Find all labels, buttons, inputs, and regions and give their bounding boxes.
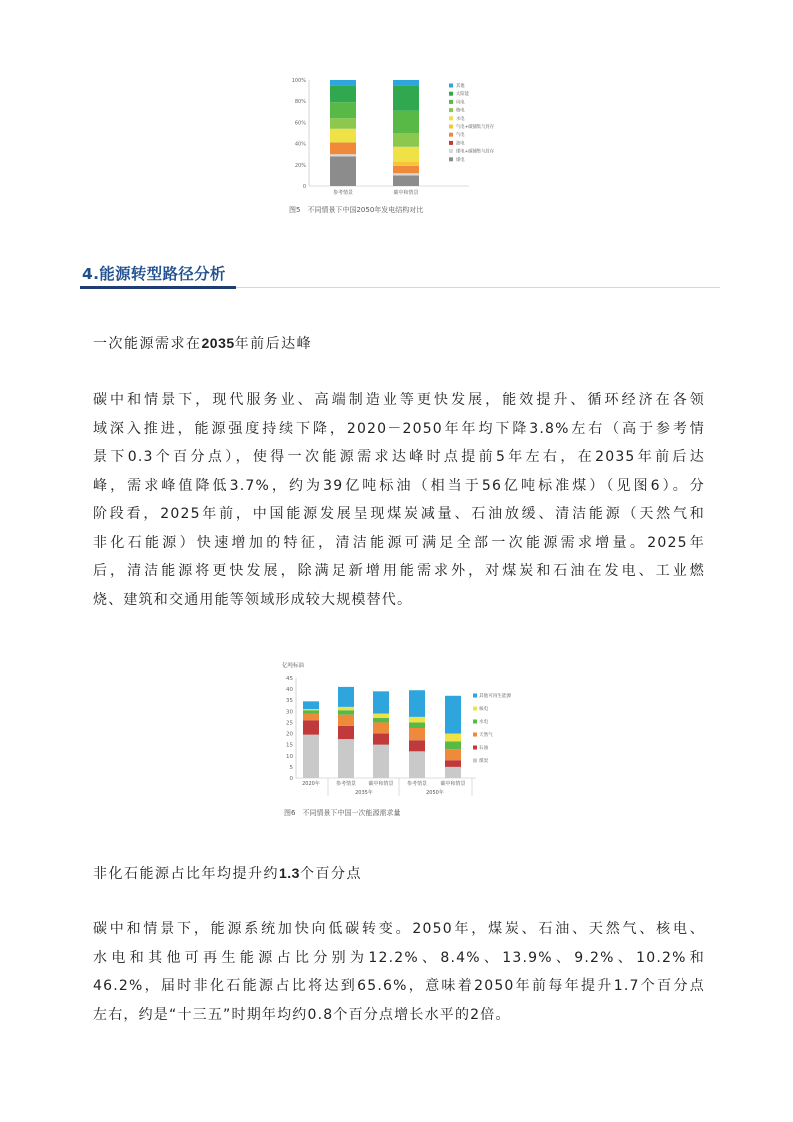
- legend-swatch: [473, 746, 477, 750]
- legend-swatch: [473, 733, 477, 737]
- legend-label: 气电: [456, 133, 465, 139]
- bar-segment: [338, 726, 354, 739]
- bar-segment: [330, 85, 356, 102]
- x-tick-label: 碳中和情景: [368, 781, 394, 787]
- legend-swatch: [449, 84, 453, 88]
- paragraph-line: 46.2%，届时非化石能源占比将达到65.6%，意味着2050年前每年提升1.7个百分点: [93, 978, 705, 994]
- legend-label: 煤电: [456, 157, 465, 163]
- legend-label: 水电: [479, 720, 489, 725]
- bar-segment: [338, 710, 354, 714]
- legend-label: 核电: [456, 108, 465, 114]
- group-label: 2035年: [355, 790, 373, 796]
- bar-segment: [393, 85, 419, 110]
- y-axis-unit: 亿吨标油: [282, 663, 305, 669]
- paragraph-low-carbon: [93, 915, 705, 1029]
- x-tick-label: 碳中和情景: [393, 190, 419, 196]
- bar-segment: [373, 718, 389, 722]
- legend-label: 煤电+碳捕集与封存: [456, 149, 494, 155]
- y-tick-label: 45: [286, 676, 293, 682]
- bar-segment: [330, 143, 356, 155]
- legend-swatch: [449, 108, 453, 112]
- legend-label: 风电: [456, 100, 465, 106]
- bar-segment: [338, 687, 354, 707]
- bar-segment: [373, 691, 389, 713]
- x-tick-label: 碳中和情景: [440, 781, 466, 787]
- figure-5: [283, 72, 513, 217]
- y-tick-label: 0: [289, 776, 293, 782]
- bar-segment: [445, 760, 461, 767]
- x-tick-label: 参考情景: [406, 781, 428, 787]
- y-tick-label: 35: [286, 698, 293, 705]
- bar-segment: [393, 166, 419, 173]
- bar-segment: [409, 728, 425, 740]
- legend-label: 其他: [456, 84, 465, 89]
- section-divider-accent: [80, 286, 236, 289]
- y-tick-label: 25: [286, 720, 293, 727]
- legend-swatch: [449, 116, 453, 120]
- figure-5-chart: [283, 72, 513, 217]
- x-tick-label: 参考情景: [332, 190, 354, 196]
- section-title: 4.能源转型路径分析: [82, 265, 226, 283]
- legend-swatch: [449, 100, 453, 104]
- legend-label: 水电: [456, 116, 465, 122]
- bar-segment: [338, 715, 354, 726]
- legend-swatch: [473, 694, 477, 698]
- bar-segment: [330, 156, 356, 186]
- paragraph-line: 左右，约是“十三五”时期年均约0.8个百分点增长水平的2倍。: [93, 1006, 511, 1023]
- legend-label: 石油: [479, 746, 489, 751]
- bar-segment: [303, 710, 319, 713]
- y-tick-label: 0: [302, 184, 306, 190]
- y-tick-label: 100%: [291, 78, 306, 84]
- bar-segment: [393, 175, 419, 186]
- subheading-text: 一次能源需求在: [93, 336, 202, 352]
- y-tick-label: 20%: [294, 162, 306, 169]
- bar-segment: [330, 129, 356, 143]
- bar-segment: [445, 734, 461, 742]
- legend-label: 其他可再生能源: [479, 694, 512, 699]
- legend-swatch: [449, 125, 453, 129]
- legend-swatch: [473, 720, 477, 724]
- y-tick-label: 40%: [294, 141, 306, 148]
- bar-segment: [393, 111, 419, 133]
- y-tick-label: 40: [286, 687, 293, 694]
- legend-swatch: [473, 759, 477, 763]
- bar-segment: [445, 749, 461, 760]
- bar-segment: [373, 722, 389, 733]
- y-tick-label: 15: [286, 742, 293, 749]
- bar-segment: [393, 147, 419, 162]
- legend-swatch: [449, 157, 453, 161]
- y-tick-label: 5: [289, 764, 293, 771]
- paragraph-line: 碳中和情景下，现代服务业、高端制造业等更快发展，能效提升、循环经济在各领: [93, 392, 705, 408]
- paragraph-line: 碳中和情景下，能源系统加快向低碳转变。2050年，煤炭、石油、天然气、核电、: [93, 921, 705, 937]
- y-tick-label: 20: [286, 731, 293, 738]
- bar-segment: [373, 714, 389, 718]
- section-heading: [80, 256, 720, 290]
- bar-segment: [409, 690, 425, 717]
- legend-swatch: [449, 92, 453, 96]
- bar-segment: [409, 740, 425, 751]
- y-tick-label: 60%: [294, 120, 306, 127]
- bar-segment: [303, 735, 319, 778]
- subheading-text: 非化石能源占比年均提升约: [93, 866, 279, 882]
- bar-segment: [330, 102, 356, 118]
- bar-segment: [393, 133, 419, 147]
- figure-6-caption: 图6 不同情景下中国一次能源需求量: [284, 809, 401, 817]
- paragraph-line: 水电和其他可再生能源占比分别为12.2%、8.4%、13.9%、9.2%、10.2%和: [93, 949, 705, 966]
- bar-segment: [338, 739, 354, 778]
- legend-label: 天然气: [479, 733, 493, 738]
- legend-swatch: [449, 141, 453, 145]
- bar-segment: [373, 745, 389, 778]
- bar-segment: [330, 154, 356, 156]
- bar-segment: [445, 696, 461, 734]
- paragraph-line: 阶段看，2025年前，中国能源发展呈现煤炭减量、石油放缓、清洁能源（天然气和: [93, 506, 705, 522]
- bar-segment: [330, 80, 356, 85]
- y-tick-label: 10: [286, 753, 293, 760]
- legend-label: 太阳能: [456, 92, 469, 98]
- bar-segment: [338, 707, 354, 710]
- subheading-peak-demand: [93, 333, 312, 353]
- bar-segment: [330, 118, 356, 129]
- bar-segment: [373, 734, 389, 745]
- bar-segment: [445, 767, 461, 778]
- bar-segment: [393, 173, 419, 175]
- paragraph-line: 烧、建筑和交通用能等领域形成较大规模替代。: [93, 591, 413, 608]
- figure-6-chart: [280, 658, 512, 820]
- subheading-text: 个百分点: [299, 866, 362, 882]
- subheading-text: 年前后达峰: [234, 336, 313, 352]
- bar-segment: [303, 714, 319, 721]
- bar-segment: [393, 80, 419, 85]
- paragraph-demand-peak: [93, 386, 705, 614]
- paragraph-line: 后，清洁能源将更快发展，除满足新增用能需求外，对煤炭和石油在发电、工业燃: [93, 563, 705, 579]
- x-tick-label: 2020年: [302, 781, 320, 787]
- bar-segment: [303, 701, 319, 709]
- bar-segment: [393, 162, 419, 166]
- bar-segment: [409, 722, 425, 728]
- paragraph-line: 峰，需求峰值降低3.7%，约为39亿吨标油（相当于56亿吨标准煤）（见图6）。分: [93, 477, 705, 494]
- legend-label: 油电: [456, 141, 465, 147]
- paragraph-line: 非化石能源）快速增加的特征，清洁能源可满足全部一次能源需求增量。2025年: [93, 534, 705, 551]
- legend-swatch: [449, 133, 453, 137]
- bar-segment: [303, 720, 319, 734]
- subheading-non-fossil: [93, 863, 362, 883]
- figure-5-caption: 图5 不同情景下中国2050年发电结构对比: [289, 206, 424, 214]
- figure-6: [280, 658, 512, 820]
- paragraph-line: 域深入推进，能源强度持续下降，2020－2050年年均下降3.8%左右（高于参考情: [93, 420, 705, 437]
- bar-segment: [409, 717, 425, 723]
- group-label: 2050年: [426, 790, 444, 796]
- bar-segment: [445, 741, 461, 749]
- y-tick-label: 30: [286, 709, 293, 716]
- legend-swatch: [449, 149, 453, 153]
- y-tick-label: 80%: [294, 99, 306, 106]
- bar-segment: [303, 709, 319, 710]
- legend-label: 核电: [479, 707, 489, 712]
- legend-label: 气电+碳捕集与封存: [456, 125, 494, 130]
- subheading-bold: 1.3: [279, 865, 300, 881]
- bar-segment: [409, 751, 425, 778]
- legend-label: 煤炭: [479, 759, 489, 764]
- paragraph-line: 景下0.3个百分点），使得一次能源需求达峰时点提前5年左右，在2035年前后达: [93, 449, 705, 465]
- x-tick-label: 参考情景: [335, 781, 357, 787]
- subheading-bold: 2035: [201, 335, 235, 351]
- legend-swatch: [473, 707, 477, 711]
